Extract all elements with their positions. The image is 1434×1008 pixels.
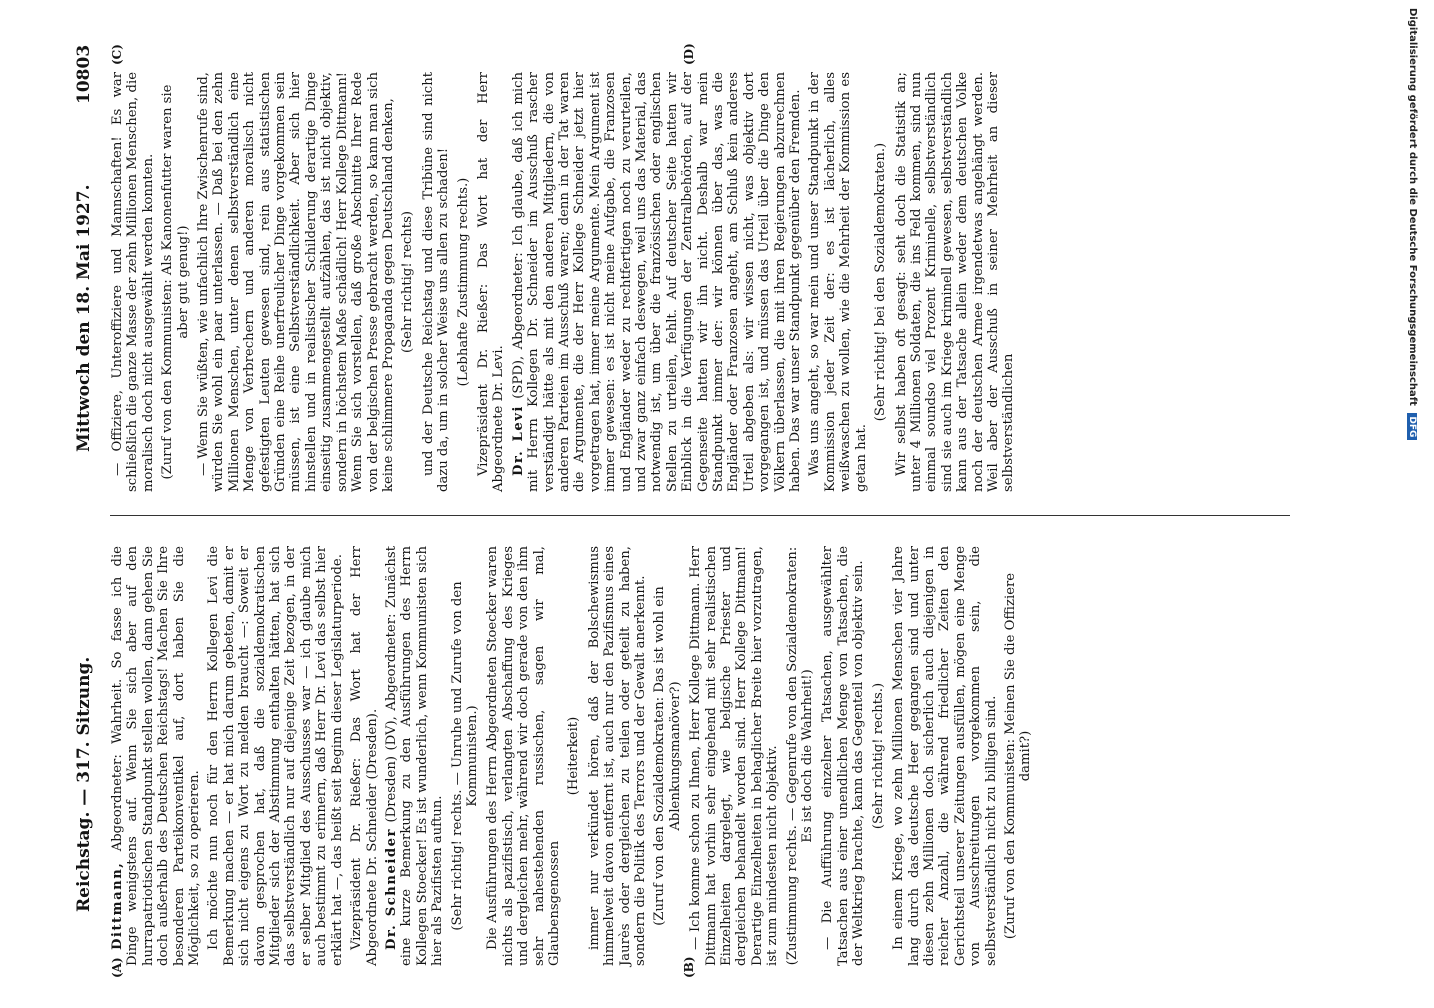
paragraph	[349, 546, 380, 966]
paragraph	[894, 72, 1017, 492]
paragraph-text: Vizepräsident Dr. Rießer: Das Wort hat der Herr Abgeordnete Dr. Levi.	[475, 72, 507, 492]
paragraph	[206, 546, 345, 966]
paragraph	[421, 72, 452, 492]
header-session: Reichstag. — 317. Sitzung.	[74, 656, 94, 912]
interjection	[566, 546, 581, 966]
paragraph-text: (Lebhafte Zustimmung rechts.)	[455, 177, 471, 387]
paragraph-text: — Offiziere, Unteroffiziere und Mannschaften! Es war schließlich die ganze Masse der zehn Millionen Menschen, die moralisch doch nicht ausgewählt werden konnten.	[110, 72, 156, 492]
paragraph-text: (Zuruf von den Kommunisten: Meinen Sie die Offiziere damit?)	[1002, 572, 1034, 940]
paragraph-text: (Sehr richtig! rechts.)	[870, 682, 886, 830]
interjection	[450, 546, 481, 966]
paragraph	[511, 72, 804, 492]
paragraph-text: (Sehr richtig! rechts. — Unruhe und Zurufe von den Kommunisten.)	[449, 581, 480, 931]
paragraph	[807, 72, 869, 492]
paragraph	[476, 72, 507, 492]
interjection	[652, 546, 683, 966]
paragraph	[820, 546, 866, 966]
paragraph-text: (SPD), Abgeordneter: Ich glaube, daß ich mich mit Herrn Kollegen Dr. Schneider im Ausschuß rascher verständigt hätte als mit den anderen Mitgliedern, die von anderen Parteien im Ausschuß waren; denn in der Tat waren die Argumente, die der Herr Kollege Schneider jetzt hier vorgetragen hat, immer meine Argumente. Mein Argument ist immer gewesen: es ist nicht meine Aufgabe, die Franzosen und Engländer weder zu rechtfertigen noch zu verurteilen, und zwar ganz einfach deswegen, weil uns das Material, das notwendig ist, um über die französischen oder englischen Stellen zu urteilen, fehlt. Auf deutscher Seite hatten wir Einblick in die Verfügungen der Zentralbehörden, auf der Gegenseite hatten wir ihn nicht. Deshalb war mein Standpunkt immer der: wir können über das, was die Engländer oder Franzosen angeht, am Schluß kein anderes Urteil abgeben als: wir wissen nicht, was objektiv dort vorgegangen ist, und müssen das Urteil über die Dinge den Völkern überlassen, die mit ihren Regierungen abzurechnen haben. Das war unser Standpunkt gegenüber den Fremden.	[510, 72, 804, 492]
right-column	[110, 72, 1021, 492]
paragraph	[384, 546, 446, 966]
margin-marker-d: (D)	[682, 43, 696, 65]
paragraph-text: (Dresden) (DV), Abgeordneter: Zunächst eine kurze Bemerkung zu den Ausführungen des Herrn Kollegen Stoecker! Es ist wunderlich, wenn Kommunisten sich hier als Pazifisten auftun.	[383, 546, 446, 966]
page-number: 10803	[74, 44, 94, 104]
paragraph-text: In einem Kriege, wo zehn Millionen Menschen vier Jahre lang durch das deutsche Heer gegangen sind und unter diesen zehn Millionen doch sicherlich auch diejenigen in reicher Anzahl, die während friedlicher Zeiten den Gerichtsteil unserer Zeitungen ausfüllen, mögen eine Menge von Ausschreitungen vorgekommen sein, die selbstverständlich nicht zu billigen sind.	[891, 546, 999, 966]
paragraph-text: Ich möchte nun noch für den Herrn Kollegen Levi die Bemerkung machen — er hat mich darum gebeten, damit er sich nicht eigens zu Wort zu melden braucht —: Soweit er davon gesprochen hat, daß die sozialdemokratischen Mitglieder sich der Abstimmung enthalten hätten, hat sich das selbstverständlich nur auf diejenige Zeit bezogen, in der er selber Mitglied des Ausschusses war — ich glaube mich auch bestimmt zu erinnern, daß Herr Dr. Levi das selbst hier erklärt hat —, das heißt seit Beginn dieser Legislaturperiode.	[206, 546, 345, 966]
interjection	[873, 72, 888, 492]
paragraph-text: — Wenn Sie wüßten, wie unfachlich Ihre Zwischenrufe sind, würden Sie wohl ein paar unterlassen. — Daß bei den zehn Millionen Menschen, unter denen selbstverständlich eine Menge von Verbrechern und anderen moralisch nicht gefestigten Leuten gewesen sind, rein aus statistischen Gründen eine Reihe unerfreulicher Dinge vorgekommen sein müssen, ist eine Selbstverständlichkeit. Aber sich hier hinstellen und in realistischer Schilderung derartige Dinge einseitig zusammengestellt aufzählen, das ist nicht objektiv, sondern in höchstem Maße schädlich! Herr Kollege Dittmann! Wenn Sie sich vorstellen, daß große Abschnitte Ihrer Rede von der belgischen Presse gebracht werden, so kann man sich keine schlimmere Propaganda gegen Deutschland denken,	[196, 72, 396, 492]
paragraph-text: (Zuruf von den Sozialdemokraten: Das ist wohl ein Ablenkungsmanöver?)	[652, 586, 683, 926]
paragraph	[485, 546, 562, 966]
paragraph-text: immer nur verkündet hören, daß der Bolschewismus himmelweit davon entfernt ist, auch nur den Pazifismus eines Jaurès oder dergleichen zu teilen oder geteilt zu haben, sondern die Politik des Terrors und der Gewalt anerkennt.	[586, 546, 648, 966]
paragraph	[110, 546, 202, 966]
paragraph	[688, 546, 780, 966]
credit-text: Digitalisierung gefördert durch die Deutsche Forschungsgemeinschaft	[1407, 8, 1418, 406]
interjection	[871, 546, 886, 966]
paragraph	[196, 72, 396, 492]
paragraph-text: (Heiterkeit)	[566, 716, 582, 796]
paragraph-text: — Ich komme schon zu Ihnen, Herr Kollege Dittmann. Herr Dittmann hat vorhin sehr eingehend mit sehr realistischen Einzelheiten dargelegt, wie belgische Priester und dergleichen behandelt worden sind. Herr Kollege Dittmann! Derartige Einzelheiten in behaglicher Breite hier vorzutragen, ist zum mindesten nicht objektiv.	[688, 546, 781, 966]
document-page	[70, 42, 1360, 978]
margin-marker-b: (B)	[682, 956, 696, 978]
paragraph-text: Abgeordneter: Wahrheit. So fasse ich die Dinge wenigstens auf. Wenn Sie sich aber auf den hurrapatriotischen Standpunkt stellen wollen, dann gehen Sie doch außerhalb des Deutschen Reichstags! Machen Sie Ihre besonderen Parteikonventikel auf, dort haben Sie die Möglichkeit, so zu operieren.	[110, 546, 203, 966]
speaker-name: Dr. Levi	[510, 405, 526, 476]
digitization-credit	[1404, 8, 1418, 1008]
left-column	[110, 546, 1039, 966]
margin-marker-a: (A)	[110, 957, 124, 978]
column-divider	[110, 515, 1290, 516]
paragraph	[587, 546, 649, 966]
paragraph-text: Die Ausführungen des Herrn Abgeordneten Stoecker waren nichts als pazifistisch, verlangten Abschaffung des Krieges und dergleichen mehr, während wir doch gerade von den ihm sehr nahestehenden russischen, sagen wir mal, Glaubensgenossen	[485, 546, 562, 966]
interjection	[785, 546, 816, 966]
paragraph-text: (Zuruf von den Kommunisten: Als Kanonenfutter waren sie aber gut genug!)	[160, 84, 191, 480]
paragraph-text: (Sehr richtig! bei den Sozialdemokraten.)	[873, 142, 889, 422]
paragraph	[110, 72, 156, 492]
running-header	[70, 42, 100, 972]
interjection	[400, 72, 415, 492]
paragraph-text: und der Deutsche Reichstag und diese Tribüne sind nicht dazu da, um in solcher Weise uns allen zu schaden!	[420, 72, 452, 492]
paragraph-text: Vizepräsident Dr. Rießer: Das Wort hat der Herr Abgeordnete Dr. Schneider (Dresden).	[349, 546, 380, 966]
paragraph-text: (Sehr richtig! rechts)	[400, 210, 416, 354]
paragraph	[891, 546, 999, 966]
interjection	[160, 72, 191, 492]
margin-marker-c: (C)	[110, 44, 124, 65]
paragraph-text: Was uns angeht, so war mein und unser Standpunkt in der Kommission jeder Zeit der: es ist lächerlich, alles weißwaschen zu wollen, wie die Mehrheit der Kommission es getan hat.	[807, 72, 869, 492]
dfg-logo: DFG	[1407, 413, 1417, 440]
paragraph-text: — Die Aufführung einzelner Tatsachen, ausgewählter Tatsachen aus einer unendlichen Menge von Tatsachen, die der Weltkrieg brachte, kann das Gegenteil von objektiv sein.	[820, 546, 867, 966]
paragraph-text: (Zustimmung rechts. — Gegenrufe von den Sozialdemokraten: Es ist doch die Wahrheit!)	[784, 546, 816, 966]
interjection	[456, 72, 471, 492]
header-date: Mittwoch den 18. Mai 1927.	[74, 184, 94, 452]
interjection	[1003, 546, 1034, 966]
speaker-name: Dittmann,	[110, 861, 125, 950]
speaker-name: Dr. Schneider	[383, 828, 399, 950]
paragraph-text: Wir selbst haben oft gesagt: seht doch die Statistik an; unter 4 Millionen Soldaten, die ins Feld kommen, sind nun einmal soundso viel Prozent Kriminelle, selbstverständlich sind sie auch im Kriege kriminell gewesen, selbstverständlich kann aus der Tatsache allein weder dem deutschen Volke noch der deutschen Armee irgendetwas angehängt werden. Weil aber der Ausschuß in seiner Mehrheit an dieser selbstverständlichen	[893, 72, 1017, 492]
